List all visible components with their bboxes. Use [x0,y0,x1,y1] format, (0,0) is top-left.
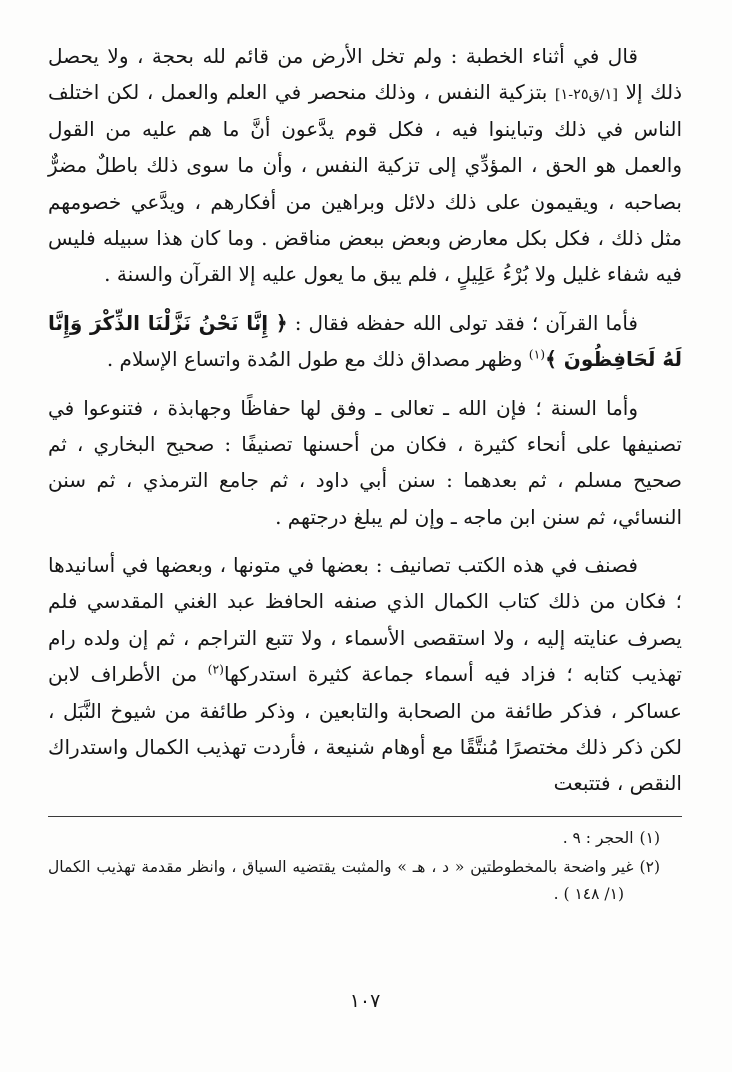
paragraph-lead: قال في أثناء الخطبة : ولم تخل الأرض من قائم لله بحجة ، ولا يحصل ذلك إلا [48,44,682,105]
footnote-text: الحجر : ٩ . [562,828,634,847]
body-text [48,38,682,802]
footnote-2 [48,854,660,908]
paragraph-lead: فأما القرآن ؛ فقد تولى الله حفظه فقال : [287,310,638,335]
folio-marker: [١/ق٢٥-١] [554,87,618,104]
paragraph-tail: وظهر مصداق ذلك مع طول المُدة واتساع الإسلام . [106,347,529,372]
quran-verse: ﴿ إِنَّا نَحْنُ نَزَّلْنَا الذِّكْرَ وَإِنَّا لَهُ لَحَافِظُونَ ﴾ [48,310,682,372]
footnote-marker: (٢) [639,857,660,876]
footnote-text: غير واضحة بالمخطوطتين « د ، هـ » والمثبت يقتضيه السياق ، وانظر مقدمة تهذيب الكمال (١/ ١٤٨ ) . [48,857,634,904]
paragraph-lead: فصنف في هذه الكتب تصانيف : بعضها في متونها ، وبعضها في أسانيدها ؛ فكان من ذلك كتاب الكمال الذي صنفه الحافظ عبد الغني المقدسي فلم يصرف عنايته إليه ، ولا استقصى الأسماء ، ولا تتبع التراجم ، ثم إن ولده رام تهذيب كتابه ؛ فزاد فيه أسماء جماعة كثيرة استدركها [48,553,682,687]
paragraph-sunnah: وأما السنة ؛ فإن الله ـ تعالى ـ وفق لها حفاظًا وجهابذة ، فتنوعوا في تصنيفها على أنحاء كثيرة ، فكان من أحسنها تصنيفًا : صحيح البخاري ، ثم صحيح مسلم ، ثم بعدهما : سنن أبي داود ، ثم جامع الترمذي ، ثم سنن النسائي، ثم سنن ابن ماجه ـ وإن لم يبلغ درجتهم . [48,395,682,529]
page-number: ١٠٧ [349,990,381,1012]
paragraph-tail: بتزكية النفس ، وذلك منحصر في العلم والعمل ، لكن اختلف الناس في ذلك وتباينوا فيه ، فكل قوم يدَّعون أنَّ ما هم عليه من القول والعمل هو الحق ، المؤدِّي إلى تزكية النفس ، وأن ما سوى ذلك باطلٌ مضرٌّ بصاحبه ، ويقيمون على ذلك دلائل وبراهين من أفكارهم ، ويدَّعي خصومهم مثل ذلك ، فكل بكل معارض وبعض ببعض مناقض . وما كان هذا سبيله فليس فيه شفاء غليل ولا بُرْءُ عَلِيلٍ ، فلم يبق ما يعول عليه إلا القرآن والسنة . [48,80,682,287]
paragraph-khutbah [48,38,682,293]
footnote-ref-1: (١) [528,346,546,362]
paragraph-tail: من الأطراف لابن عساكر ، فذكر طائفة من الصحابة والتابعين ، وذكر طائفة من شيوخ النَّبَل ، لكن ذكر ذلك مختصرًا مُنتَّقًا مع أوهام شنيعة ، فأردت تهذيب الكمال واستدراك النقص ، فتتبعت [48,662,682,796]
footnote-ref-2: (٢) [207,661,224,677]
footnote-1 [48,825,660,852]
footnotes-section [48,825,682,910]
paragraph-kamal [48,547,682,802]
page-footer [48,990,682,1046]
footnote-separator [48,816,682,817]
footnote-marker: (١) [639,828,660,847]
paragraph-quran [48,305,682,378]
